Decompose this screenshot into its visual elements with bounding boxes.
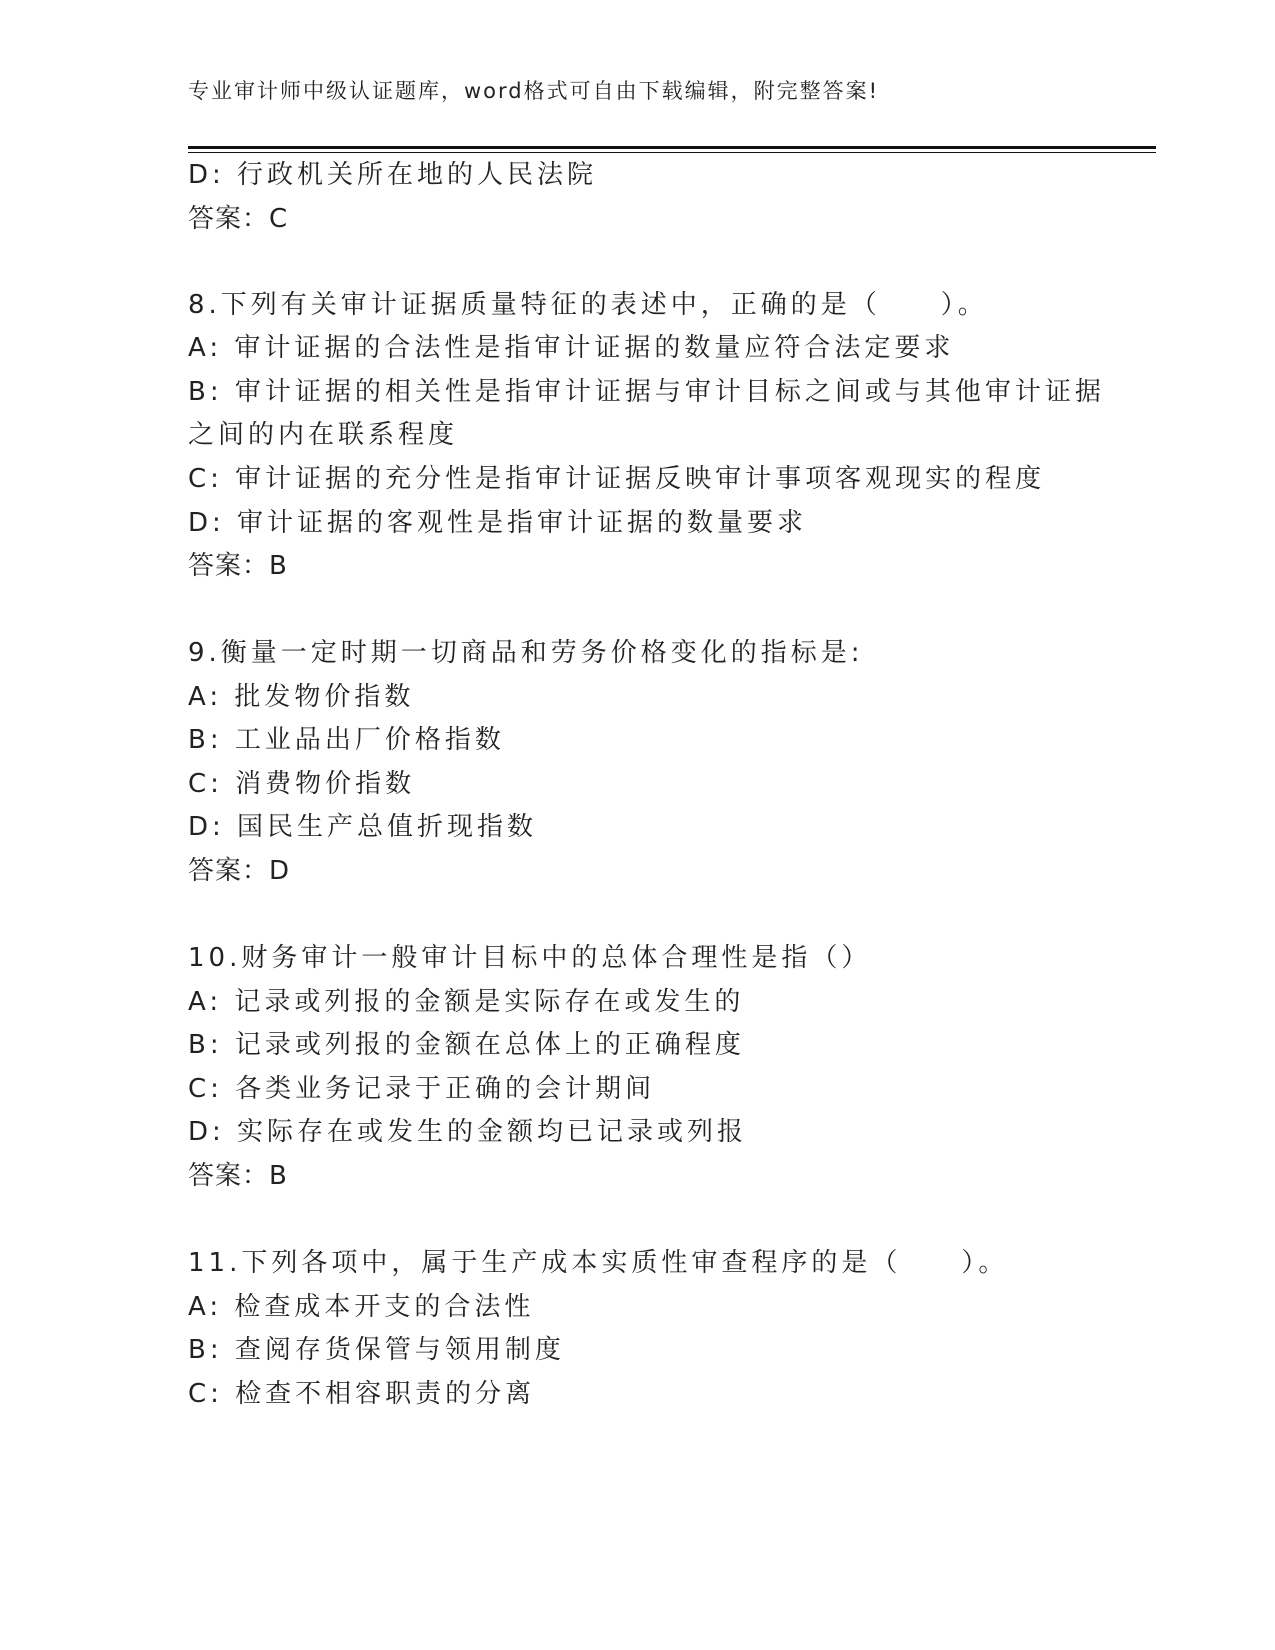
answer-10: 答案：B bbox=[188, 1161, 288, 1191]
q8-option-d: D: 审计证据的客观性是指审计证据的数量要求 bbox=[188, 508, 808, 538]
q11-option-b: B: 查阅存货保管与领用制度 bbox=[188, 1335, 565, 1365]
option-d-prev: D: 行政机关所在地的人民法院 bbox=[188, 160, 598, 190]
q9-option-c: C: 消费物价指数 bbox=[188, 769, 416, 799]
q10-option-c: C: 各类业务记录于正确的会计期间 bbox=[188, 1074, 656, 1104]
q11-option-c: C: 检查不相容职责的分离 bbox=[188, 1379, 536, 1409]
q8-option-c: C: 审计证据的充分性是指审计证据反映审计事项客观现实的程度 bbox=[188, 464, 1046, 494]
q8-option-a: A: 审计证据的合法性是指审计证据的数量应符合法定要求 bbox=[188, 333, 955, 363]
q10-option-a: A: 记录或列报的金额是实际存在或发生的 bbox=[188, 987, 745, 1017]
q10-option-b: B: 记录或列报的金额在总体上的正确程度 bbox=[188, 1030, 745, 1060]
question-10: 10.财务审计一般审计目标中的总体合理性是指（） bbox=[188, 943, 872, 973]
header-rule-thick bbox=[188, 146, 1156, 149]
answer-8: 答案：B bbox=[188, 551, 288, 581]
q9-option-d: D: 国民生产总值折现指数 bbox=[188, 812, 538, 842]
q11-option-a: A: 检查成本开支的合法性 bbox=[188, 1292, 535, 1322]
page-header: 专业审计师中级认证题库，word格式可自由下载编辑，附完整答案! bbox=[188, 79, 880, 103]
q8-option-b: B: 审计证据的相关性是指审计证据与审计目标之间或与其他审计证据 bbox=[188, 377, 1105, 407]
q9-option-a: A: 批发物价指数 bbox=[188, 682, 415, 712]
answer-7: 答案：C bbox=[188, 204, 289, 234]
answer-9: 答案：D bbox=[188, 856, 291, 886]
question-11: 11.下列各项中，属于生产成本实质性审查程序的是（ ）。 bbox=[188, 1248, 1009, 1278]
question-8: 8.下列有关审计证据质量特征的表述中，正确的是（ ）。 bbox=[188, 290, 988, 320]
q10-option-d: D: 实际存在或发生的金额均已记录或列报 bbox=[188, 1117, 748, 1147]
question-9: 9.衡量一定时期一切商品和劳务价格变化的指标是: bbox=[188, 638, 864, 668]
q8-option-b-cont: 之间的内在联系程度 bbox=[188, 420, 459, 450]
header-rule-thin bbox=[188, 152, 1156, 153]
q9-option-b: B: 工业品出厂价格指数 bbox=[188, 725, 505, 755]
